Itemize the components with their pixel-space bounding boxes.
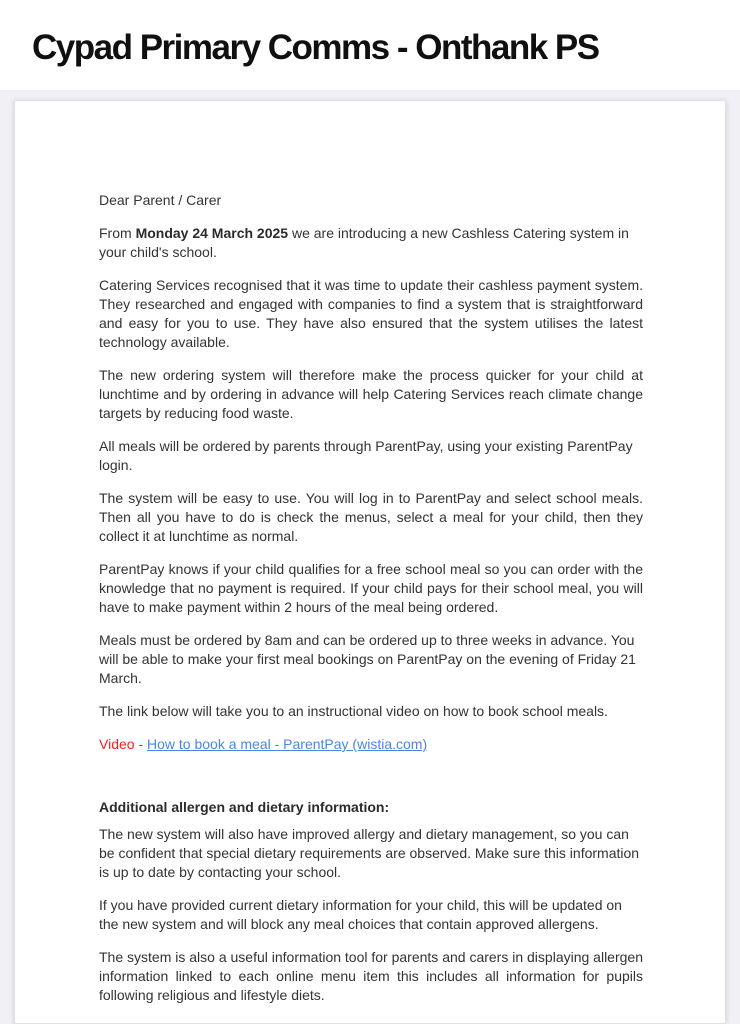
video-label: Video - [99,736,147,752]
paragraph-information-tool: The system is also a useful information tool for parents and carers in displaying allergen information linked to each online menu item this includes all information for pupils following religious and lifestyle diets. [99,949,643,1003]
paragraph-link-below: The link below will take you to an instructional video on how to book school meals. [99,703,608,719]
paragraph-dietary-information: If you have provided current dietary information for your child, this will be updated on the new system and will block any meal choices that contain approved allergens. [99,897,622,932]
paragraph-allergy-management: The new system will also have improved allergy and dietary management, so you can be confident that special dietary requirements are observed. Make sure this information is up to date by contacting your school. [99,826,640,880]
intro-pre: From [99,225,136,241]
page-background [0,90,740,1024]
salutation: Dear Parent / Carer [99,192,222,208]
paragraph-new-ordering-system: The new ordering system will therefore make the process quicker for your child at lunchtime and by ordering in advance will help Catering Services reach climate change targets by reducing food waste. [99,367,643,421]
page-title: Cypad Primary Comms - Onthank PS [32,28,599,67]
video-link[interactable]: How to book a meal - ParentPay (wistia.com) [147,736,428,752]
paragraph-easy-to-use: The system will be easy to use. You will log in to ParentPay and select school meals. Then all you have to do is check the menus, select a meal for your child, then they collect it at lunchtime as normal. [99,490,643,544]
paragraph-order-deadline: Meals must be ordered by 8am and can be ordered up to three weeks in advance. You will be able to make your first meal bookings on ParentPay on the evening of Friday 21 March. [99,632,636,686]
letter-card [14,100,726,1024]
video-line [99,735,643,754]
intro-paragraph [99,224,643,262]
paragraph-catering-services: Catering Services recognised that it was time to update their cashless payment system. They researched and engaged with companies to find a system that is straightforward and easy for you to use. They have also ensured that the system utilises the latest technology available. [99,277,643,350]
intro-post: we are introducing a new Cashless Catering system in your child's school. [99,225,629,260]
page-header [0,0,740,90]
letter-body [99,191,643,1005]
intro-date-bold: Monday 24 March 2025 [135,225,289,241]
paragraph-all-meals: All meals will be ordered by parents through ParentPay, using your existing ParentPay login. [99,438,633,473]
allergen-heading: Additional allergen and dietary information: [99,799,390,815]
paragraph-free-school-meal: ParentPay knows if your child qualifies for a free school meal so you can order with the knowledge that no payment is required. If your child pays for their school meal, you will have to make payment within 2 hours of the meal being ordered. [99,561,643,615]
